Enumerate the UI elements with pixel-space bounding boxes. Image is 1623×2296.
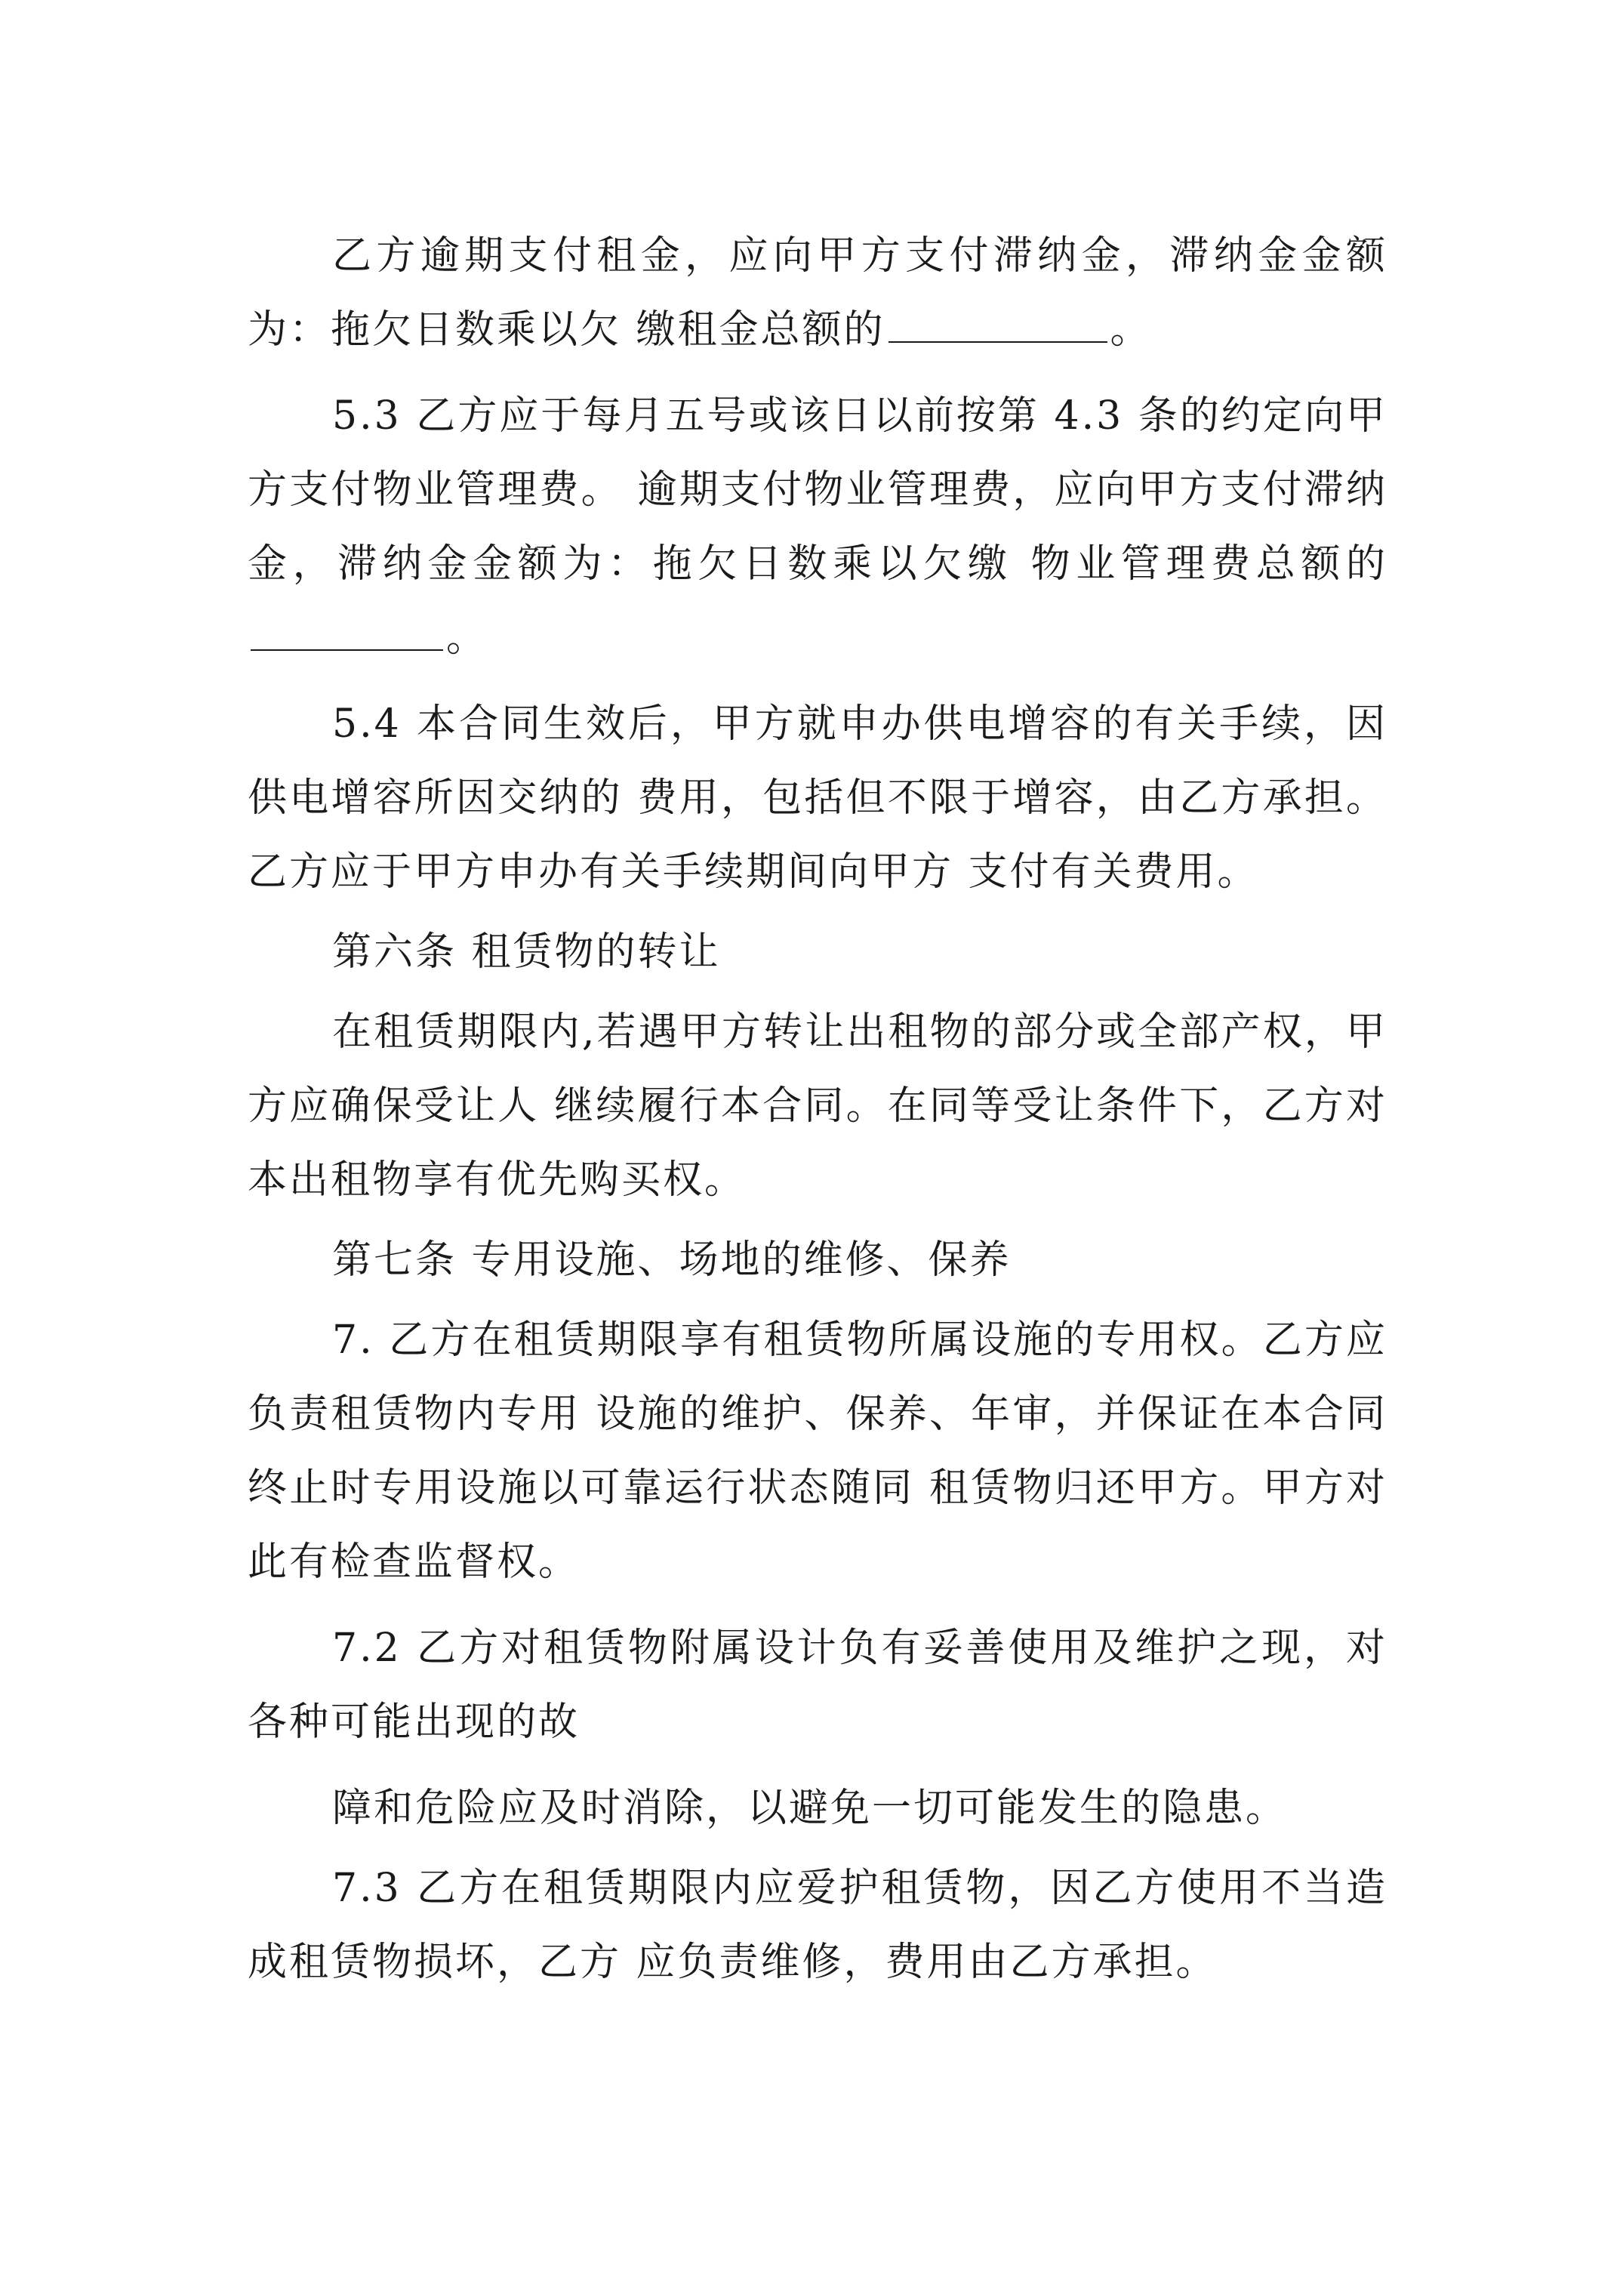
paragraph-text: 乙方逾期支付租金，应向甲方支付滞纳金，滞纳金金额为：拖欠日数乘以欠 缴租金总额的 <box>248 233 1387 353</box>
paragraph-7-2-continued: 障和危险应及时消除，以避免一切可能发生的隐患。 <box>332 1786 1288 1831</box>
paragraph-end: 。 <box>1110 307 1152 353</box>
paragraph-5-3 <box>248 379 1387 675</box>
heading-article-6: 第六条 租赁物的转让 <box>332 929 721 975</box>
paragraph-7-3: 7.3 乙方在租赁期限内应爱护租赁物，因乙方使用不当造成租赁物损坏，乙方 应负责维修，费用由乙方承担。 <box>248 1866 1387 1985</box>
paragraph-5-4: 5.4 本合同生效后，甲方就申办供电增容的有关手续，因供电增容所因交纳的 费用，包括但不限于增容，由乙方承担。乙方应于甲方申办有关手续期间向甲方 支付有关费用。 <box>248 701 1387 895</box>
fill-in-blank <box>251 610 443 651</box>
paragraph-late-rent-penalty <box>248 219 1387 367</box>
heading-article-7: 第七条 专用设施、场地的维修、保养 <box>332 1237 1012 1283</box>
paragraph-7: 7. 乙方在租赁期限享有租赁物所属设施的专用权。乙方应负责租赁物内专用 设施的维护、保养、年审，并保证在本合同终止时专用设施以可靠运行状态随同 租赁物归还甲方。甲方对此有检查监督权。 <box>248 1318 1387 1585</box>
paragraph-transfer: 在租赁期限内,若遇甲方转让出租物的部分或全部产权，甲方应确保受让人 继续履行本合同。在同等受让条件下，乙方对本出租物享有优先购买权。 <box>248 1009 1387 1203</box>
paragraph-text: 5.3 乙方应于每月五号或该日以前按第 4.3 条的约定向甲方支付物业管理费。 逾期支付物业管理费，应向甲方支付滞纳金，滞纳金金额为：拖欠日数乘以欠缴 物业管理费总额的 <box>248 393 1387 587</box>
fill-in-blank <box>888 302 1107 343</box>
document-page <box>248 219 1387 1999</box>
paragraph-7-2: 7.2 乙方对租赁物附属设计负有妥善使用及维护之现，对各种可能出现的故 <box>248 1626 1387 1745</box>
paragraph-end: 。 <box>446 615 488 661</box>
